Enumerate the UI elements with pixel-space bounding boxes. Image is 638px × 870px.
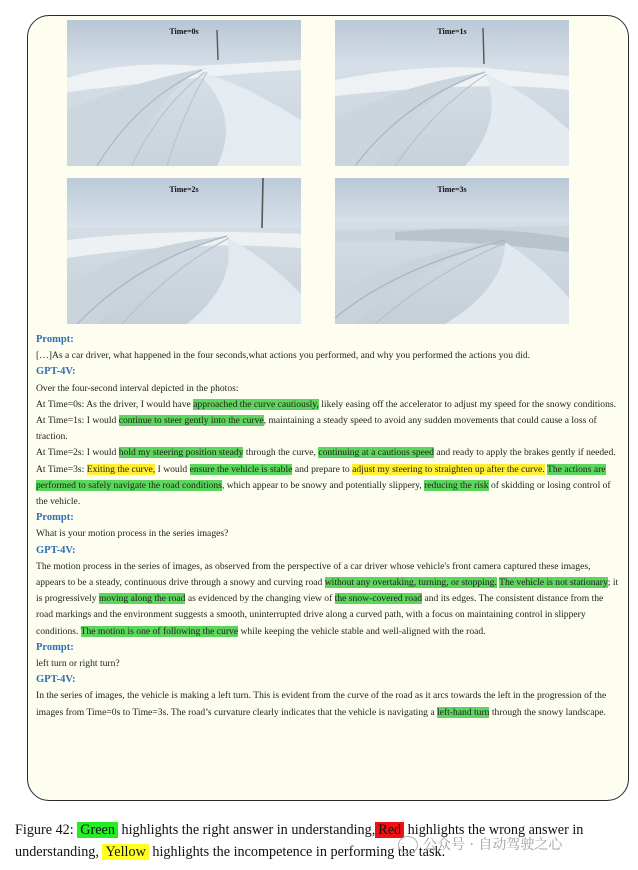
legend-yellow: Yellow [102,844,148,860]
dialogue-paragraph [36,462,622,511]
text-run: At Time=3s: [36,463,87,475]
highlight-green: continuing at a cautious speed [318,447,434,459]
text-run: through the snowy landscape. [489,706,606,718]
text-run: At Time=2s: I would [36,447,119,459]
highlight-green: ensure the vehicle is stable [189,463,293,475]
watermark [398,834,562,854]
text-run: […]As a car driver, what happened in the four seconds,what actions you performed, and why you performed the actions you did. [36,350,531,362]
speaker-label: GPT-4V: [36,544,76,556]
highlight-green: The motion is one of following the curve [80,625,239,637]
text-run: I would [155,463,190,475]
highlight-green: The actions are performed to safely navigate the road conditions [36,463,606,491]
dialogue-transcript [36,332,622,721]
text-run: and prepare to [292,463,353,475]
text-run: while keeping the vehicle stable and well-aligned with the road. [238,625,486,637]
highlight-green: approached the curve cautiously, [193,398,319,410]
highlight-green: The vehicle is not stationary [499,577,608,589]
caption-text-1: highlights the right answer in understanding, [117,822,376,838]
highlight-green: moving along the road [98,593,186,605]
text-run: , maintaining a steady speed to avoid any sudden movements that could cause a loss of traction. [36,415,597,443]
highlight-yellow: adjust my steering to straighten up after the curve. [352,463,545,475]
speaker-label: Prompt: [36,334,74,345]
text-run: of skidding or losing control of the vehicle. [36,479,611,508]
text-run: likely easing off the accelerator to adjust my speed for the snowy conditions. [318,398,616,410]
dialogue-paragraph [36,413,622,445]
text-run: At Time=0s: As the driver, I would have [36,398,194,410]
text-run: , which appear to be snowy and potentially slippery, [221,479,425,491]
figure-card [27,15,629,801]
caption-text-2: highlights the wrong answer in understanding, [15,822,584,860]
caption-prefix: Figure 42: [15,822,78,838]
highlight-green: continue to steer gently into the curve [118,415,264,427]
dialogue-paragraph [36,526,622,542]
dialogue-paragraph [36,445,622,461]
frame-time-2s [67,178,301,324]
text-run: The motion process in the series of images, as observed from the perspective of a car driver whose vehicle's front camera captured these images, appears to be a steady, continuous drive through a snowy and curving road [36,560,591,589]
text-run: ; it is progressively [36,577,619,605]
speaker-label: Prompt: [36,641,74,653]
frame-label: Time=2s [169,185,199,194]
watermark-text: 公众号 · 自动驾驶之心 [423,837,563,853]
dialogue-paragraph [36,397,622,413]
wechat-logo-icon [398,836,418,854]
legend-green: Green [77,822,118,838]
text-run: In the series of images, the vehicle is making a left turn. This is evident from the curve of the road as it arcs towards the left in the progression of the images from Time=0s to Time=3s. The road’s curvature clearly indicates that the vehicle is navigating a [36,690,607,718]
frame-label: Time=3s [437,185,467,194]
legend-red: Red [375,822,404,838]
text-run: as evidenced by the changing view of [185,593,335,605]
highlight-green: the snow-covered road [334,593,423,605]
highlight-green: reducing the risk [424,479,489,491]
frame-time-3s [335,178,569,324]
caption-text-3: highlights the incompetence in performing the task. [148,844,446,860]
speaker-label: Prompt: [36,512,74,524]
speaker-label: GPT-4V: [36,366,76,378]
highlight-green: hold my steering position steady [118,447,244,459]
snow-road-photo-2 [67,178,301,324]
dialogue-paragraph [36,381,622,397]
text-run: At Time=1s: I would [36,415,119,427]
snow-road-photo-0 [67,20,301,166]
frame-time-0s [67,20,301,166]
dialogue-paragraph [36,559,622,640]
dialogue-paragraph [36,656,622,672]
frame-time-1s [335,20,569,166]
highlight-yellow: Exiting the curve, [86,463,156,475]
text-run: and its edges. The consistent distance from the road markings and the environment suggests a smooth, uninterrupted drive along a curved path, with a focus on maintaining control in slippery conditions. [36,593,604,637]
snow-road-photo-1 [335,20,569,166]
frame-label: Time=1s [437,27,467,36]
text-run: through the curve, [243,447,319,459]
text-run: What is your motion process in the series images? [36,528,229,540]
frame-label: Time=0s [169,27,199,36]
dialogue-paragraph [36,688,622,720]
speaker-label: GPT-4V: [36,674,76,686]
text-run: and ready to apply the brakes gently if needed. [433,447,616,459]
snow-road-photo-3 [335,178,569,324]
dialogue-paragraph [36,348,622,364]
highlight-green: left-hand turn [436,706,490,718]
text-run: left turn or right turn? [36,658,120,670]
text-run: Over the four-second interval depicted in the photos: [36,382,239,394]
highlight-green: without any overtaking, turning, or stopping. [324,577,497,589]
